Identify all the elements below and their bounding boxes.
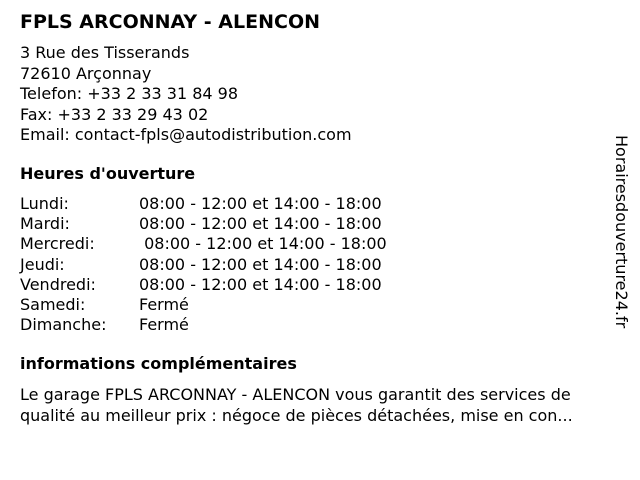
hours-row-sunday xyxy=(20,315,387,335)
day-label: Vendredi: xyxy=(20,274,96,294)
hours-row-wednesday xyxy=(20,234,387,254)
hours-row-monday xyxy=(20,194,387,214)
site-watermark: Horairesdouverture24.fr xyxy=(612,135,631,329)
business-name: FPLS ARCONNAY - ALENCON xyxy=(20,11,320,33)
hours-row-tuesday xyxy=(20,214,387,234)
contact-block xyxy=(20,43,352,146)
info-line: qualité au meilleur prix : négoce de pièces détachées, mise en con... xyxy=(20,406,573,425)
phone-number[interactable]: Telefon: +33 2 33 31 84 98 xyxy=(20,84,239,103)
day-label: Lundi: xyxy=(20,194,69,213)
hours-row-saturday xyxy=(20,295,387,315)
day-label: Samedi: xyxy=(20,295,86,315)
address-city: 72610 Arçonnay xyxy=(20,63,152,83)
time-range: 08:00 - 12:00 et 14:00 - 18:00 xyxy=(139,194,382,213)
day-label: Mardi: xyxy=(20,214,70,234)
time-range: Fermé xyxy=(139,295,189,315)
hours-row-friday xyxy=(20,275,387,295)
info-line: Le garage FPLS ARCONNAY - ALENCON vous garantit des services de xyxy=(20,385,571,404)
time-range: 08:00 - 12:00 et 14:00 - 18:00 xyxy=(139,234,387,254)
day-label: Dimanche: xyxy=(20,315,107,335)
time-range: 08:00 - 12:00 et 14:00 - 18:00 xyxy=(139,274,382,294)
hours-heading: Heures d'ouverture xyxy=(20,164,196,183)
fax-number: Fax: +33 2 33 29 43 02 xyxy=(20,104,209,124)
time-range: 08:00 - 12:00 et 14:00 - 18:00 xyxy=(139,214,382,234)
day-label: Mercredi: xyxy=(20,234,95,254)
time-range: 08:00 - 12:00 et 14:00 - 18:00 xyxy=(139,254,382,274)
info-description xyxy=(20,384,624,426)
hours-table xyxy=(20,194,387,335)
email-address[interactable]: Email: contact-fpls@autodistribution.com xyxy=(20,125,352,144)
hours-row-thursday xyxy=(20,255,387,275)
address-street: 3 Rue des Tisserands xyxy=(20,43,190,62)
day-label: Jeudi: xyxy=(20,254,65,274)
info-heading: informations complémentaires xyxy=(20,354,297,373)
time-range: Fermé xyxy=(139,315,189,335)
